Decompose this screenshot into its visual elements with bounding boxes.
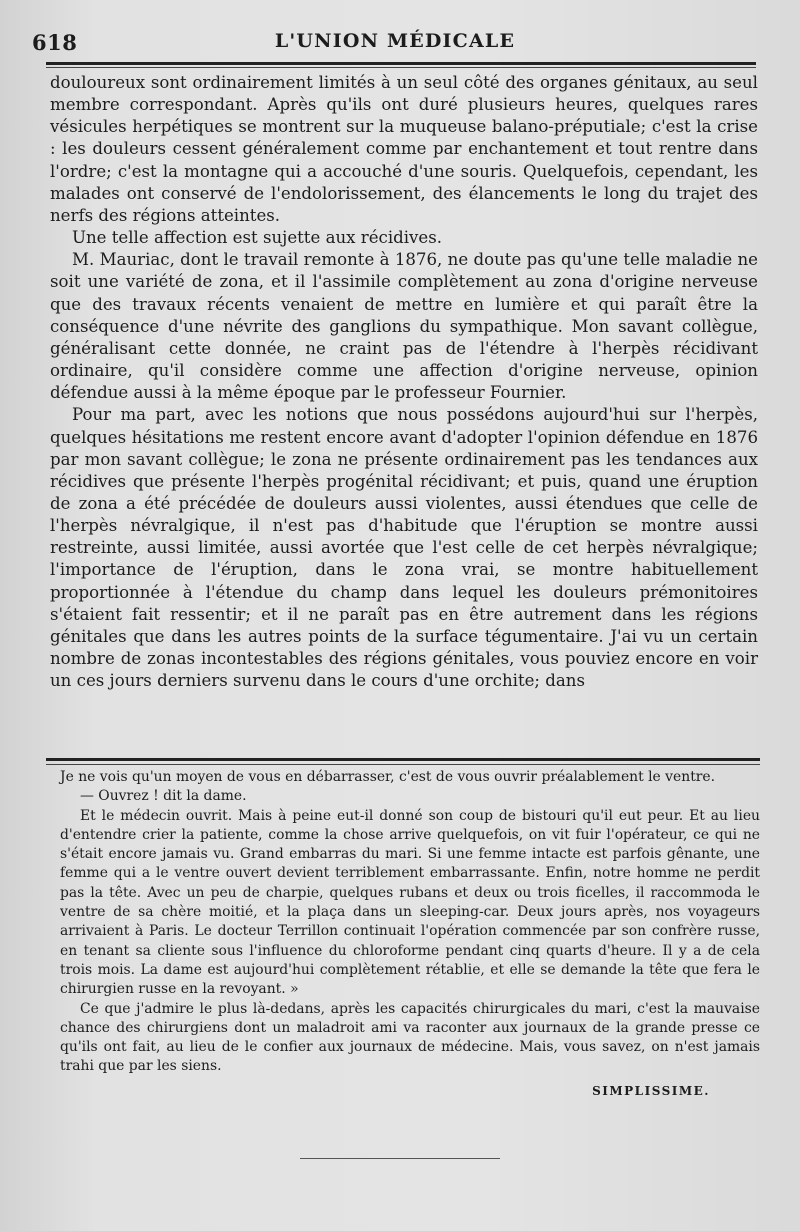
header-rule [46, 62, 756, 65]
note-paragraph: Et le médecin ouvrit. Mais à peine eut-il donné son coup de bistouri qu'il eut peur. Et au lieu d'entendre crier la patiente, comme la chose arrive quelquefois, on vit fuir l'opérateur, ce qui ne s'était encore jamais vu. Grand embarras du mari. Si une femme intacte est parfois gênante, une femme qui a le ventre ouvert devient terriblement embarrassante. Enfin, notre homme ne perdit pas la tête. Avec un peu de charpie, quelques rubans et deux ou trois ficelles, il raccommoda le ventre de sa chère moitié, et la plaça dans un sleeping-car. Deux jours après, nos voyageurs arrivaient à Paris. Le docteur Terrillon continuait l'opération commencée par son confrère russe, en tenant sa cliente sous l'influence du chloroforme pendant cinq quarts d'heure. Il y a de cela trois mois. La dame est aujourd'hui complètement rétablie, et elle se demande la tête que fera le chirurgien russe en la revoyant. » [60, 807, 760, 998]
page-header [30, 28, 760, 54]
note-paragraph: Je ne vois qu'un moyen de vous en débarrasser, c'est de vous ouvrir préalablement le ventre. [60, 769, 716, 785]
main-paragraph: Pour ma part, avec les notions que nous possédons aujourd'hui sur l'herpès, quelques hésitations me restent encore avant d'adopter l'opinion défendue en 1876 par mon savant collègue; le zona ne présente ordinairement pas les tendances aux récidives que présente l'herpès progénital récidivant; et puis, quand une éruption de zona a été précédée de douleurs aussi violentes, aussi étendues que celle de l'herpès névralgique, il n'est pas d'habitude que l'éruption se montre aussi restreinte, aussi limitée, aussi avortée que l'est celle de cet herpès névralgique; l'importance de l'éruption, dans le zona vrai, se montre habituellement proportionnée à l'étendue du champ dans lequel les douleurs prémonitoires s'étaient fait ressentir; et il ne paraît pas en être autrement dans les régions génitales que dans les autres points de la surface tégumentaire. J'ai vu un certain nombre de zonas incontestables des régions génitales, vous pouviez encore en voir un ces jours derniers survenu dans le cours d'une orchite; dans [50, 405, 758, 691]
note-paragraph: Ce que j'admire le plus là-dedans, après les capacités chirurgicales du mari, c'est la mauvaise chance des chirurgiens dont un maladroit ami va raconter aux journaux de la grande presse ce qu'ils ont fait, au lieu de le confier aux journaux de médecine. Mais, vous savez, on n'est jamais trahi que par les siens. [60, 1000, 760, 1075]
note-paragraph: — Ouvrez ! dit la dame. [80, 788, 247, 805]
running-title: L'UNION MÉDICALE [274, 30, 516, 52]
main-paragraph: Une telle affection est sujette aux récidives. [72, 228, 443, 248]
feuilleton-text [60, 768, 760, 1101]
main-paragraph: M. Mauriac, dont le travail remonte à 1876, ne doute pas qu'une telle maladie ne soit une variété de zona, et il l'assimile complètement au zona d'origine nerveuse que des travaux récents venaient de mettre en lumière et qui paraît être la conséquence d'une névrite des ganglions du sympathique. Mon savant collègue, généralisant cette donnée, ne craint pas de l'étendre à l'herpès récidivant ordinaire, qu'il considère comme une affection d'origine nerveuse, opinion défendue aussi à la même époque par le professeur Fournier. [50, 250, 758, 403]
section-divider-thin [46, 764, 760, 765]
bottom-rule [300, 1158, 500, 1159]
main-text [50, 72, 758, 692]
signature: SIMPLISSIME. [592, 1083, 710, 1098]
main-paragraph: douloureux sont ordinairement limités à un seul côté des organes génitaux, au seul membre correspondant. Après qu'ils ont duré plusieurs heures, quelques rares vésicules herpétiques se montrent sur la muqueuse balano-préputiale; c'est la crise : les douleurs cessent généralement comme par enchantement et tout rentre dans l'ordre; c'est la montagne qui a accouché d'une souris. Quelquefois, cependant, les malades ont conservé de l'endolorissement, des élancements le long du trajet des nerfs des régions atteintes. [50, 73, 758, 225]
header-rule-thin [46, 67, 756, 68]
page-number: 618 [32, 30, 78, 55]
section-divider [46, 758, 760, 761]
